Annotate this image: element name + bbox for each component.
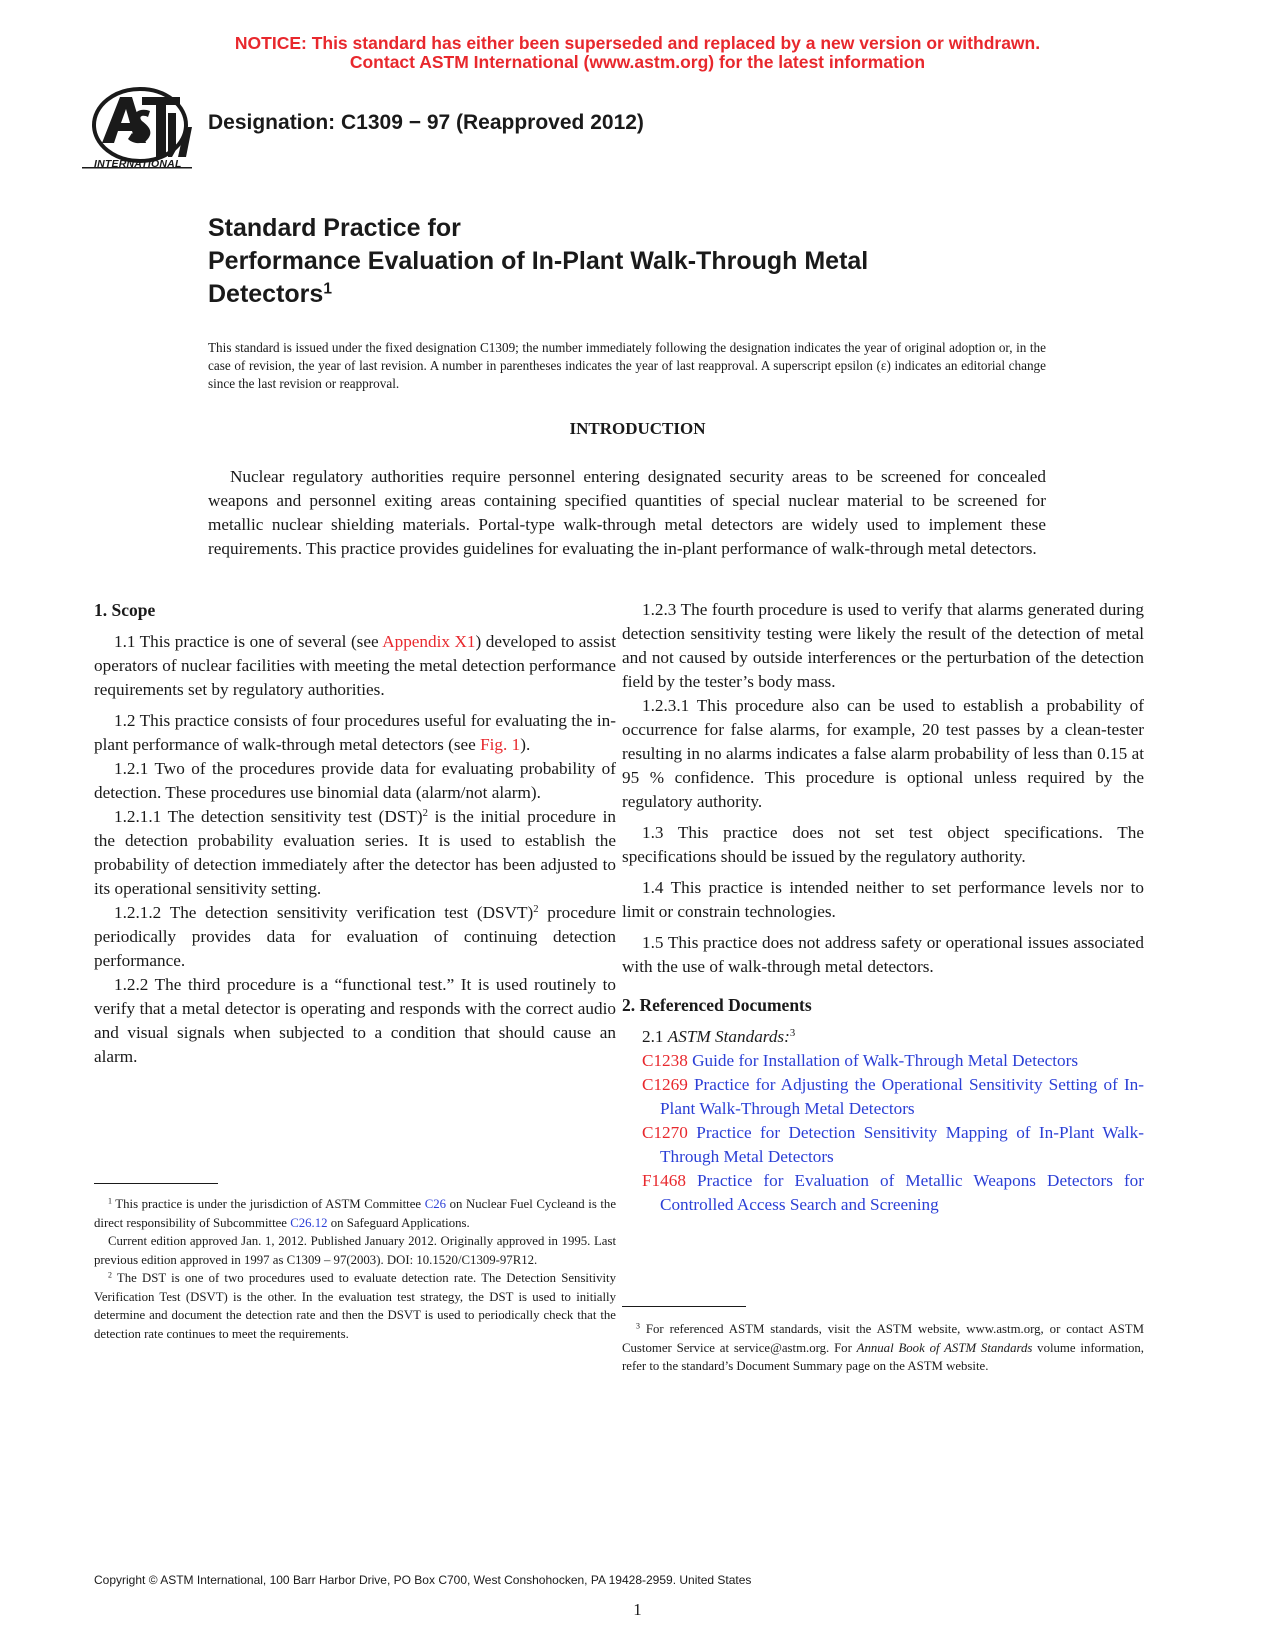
ref-f1468[interactable] <box>622 1169 1144 1217</box>
footnotes-left <box>94 1195 616 1343</box>
committee-c26-link[interactable]: C26 <box>424 1197 447 1211</box>
footnote-3-text-a: For referenced ASTM standards, visit the ASTM website, www.astm.org, or contact ASTM Customer Service at service@astm.org. For <box>622 1322 1144 1355</box>
ref-f1468-title[interactable]: Practice for Evaluation of Metallic Weapons Detectors for Controlled Access Search and Screening <box>660 1171 1144 1214</box>
para-1-2-1-1 <box>94 805 616 901</box>
para-1-2 <box>94 709 616 757</box>
footnotes-right <box>622 1320 1144 1376</box>
para-1-2-1-1-text-a: 1.2.1.1 The detection sensitivity test (DST) <box>114 807 423 826</box>
para-1-5: 1.5 This practice does not address safety or operational issues associated with the use of walk-through metal detectors. <box>622 933 1144 976</box>
title-line-3-text: Detectors <box>208 280 324 308</box>
ref-c1270-code[interactable]: C1270 <box>642 1123 688 1142</box>
designation: Designation: C1309 − 97 (Reapproved 2012) <box>208 111 644 134</box>
appendix-x1-link[interactable]: Appendix X1 <box>382 632 476 651</box>
title-line-2: Performance Evaluation of In-Plant Walk-Through Metal <box>208 247 869 275</box>
footnote-2-text: The DST is one of two procedures used to evaluate detection rate. The Detection Sensitivity Verification Test (DSVT) is the other. In the evaluation test strategy, the DST is used to initially determine and document the detection rate and then the DSVT is used to periodically check that the detection rate continues to meet the requirements. <box>94 1271 616 1341</box>
para-1-2-text-a: 1.2 This practice consists of four procedures useful for evaluating the in-plant performance of walk-through metal detectors (see <box>94 711 616 754</box>
para-1-2-2: 1.2.2 The third procedure is a “functional test.” It is used routinely to verify that a metal detector is operating and responds with the correct audio and visual signals when subjected to a condition that should cause an alarm. <box>94 975 616 1066</box>
footnote-2-ref-b[interactable]: 2 <box>533 904 539 916</box>
footnote-2-ref[interactable]: 2 <box>422 808 428 820</box>
para-1-1-text-a: 1.1 This practice is one of several (see <box>114 632 383 651</box>
footnote-rule-left <box>94 1183 218 1184</box>
footnote-1-text-a: This practice is under the jurisdiction of ASTM Committee <box>111 1197 425 1211</box>
para-1-3: 1.3 This practice does not set test object specifications. The specifications should be issued by the regulatory authority. <box>622 823 1144 866</box>
astm-standards-number: 2.1 <box>642 1027 668 1046</box>
logo-wordmark: INTERNATIONAL <box>94 158 182 170</box>
para-1-2-3-1: 1.2.3.1 This procedure also can be used to establish a probability of occurrence for false alarms, for example, 20 test passes by a clean-tester resulting in no alarms indicates a false alarm probability of less than 0.15 at 95 % confidence. This procedure is optional unless required by the regulatory authority. <box>622 696 1144 811</box>
para-1-2-1-2 <box>94 901 616 973</box>
ref-c1270[interactable] <box>622 1121 1144 1169</box>
introduction-heading: INTRODUCTION <box>569 419 706 438</box>
footnote-3-mark: 3 <box>636 1321 640 1331</box>
copyright-line: Copyright © ASTM International, 100 Barr Harbor Drive, PO Box C700, West Conshohocken, PA 19428-2959. United States <box>94 1573 752 1587</box>
footnote-2-mark: 2 <box>108 1270 112 1280</box>
title-line-3 <box>208 278 868 311</box>
astm-logo <box>80 83 208 179</box>
document-title <box>208 212 868 311</box>
para-1-2-text-b: ). <box>520 735 531 754</box>
footnote-1-text-b: on Nuclear Fuel Cycleand is the direct responsibility of Subcommittee <box>94 1197 617 1230</box>
footnote-1 <box>94 1195 616 1232</box>
title-line-1: Standard Practice for <box>208 214 461 242</box>
introduction-text: Nuclear regulatory authorities require personnel entering designated security areas to be screened for concealed weapons and personnel exiting areas containing specified quantities of special nuclear material to be screened for metallic nuclear shielding materials. Portal-type walk-through metal detectors are widely used to implement these requirements. This practice provides guidelines for evaluating the in-plant performance of walk-through metal detectors. <box>208 467 1046 558</box>
para-1-4: 1.4 This practice is intended neither to set performance levels nor to limit or constrain technologies. <box>622 878 1144 921</box>
ref-c1238[interactable] <box>622 1049 1144 1073</box>
fig-1-link[interactable]: Fig. 1 <box>480 735 521 754</box>
astm-standards-label: ASTM Standards: <box>667 1027 790 1046</box>
para-1-2-3: 1.2.3 The fourth procedure is used to verify that alarms generated during detection sensitivity testing were likely the result of the detection of metal and not caused by outside interferences or the perturbation of the detection field by the tester’s body mass. <box>622 600 1144 691</box>
section-scope-heading: 1. Scope <box>94 600 156 620</box>
right-column <box>622 598 1144 1217</box>
ref-f1468-code[interactable]: F1468 <box>642 1171 686 1190</box>
para-1-2-1-1-text-b: is the initial procedure in the detection probability evaluation series. It is used to establish the probability of detection immediately after the detector has been adjusted to its operational sensitivity setting. <box>94 807 616 898</box>
ref-c1269-title[interactable]: Practice for Adjusting the Operational Sensitivity Setting of In-Plant Walk-Through Metal Detectors <box>660 1075 1144 1118</box>
footnote-3-text-b: volume information, refer to the standard’s Document Summary page on the ASTM website. <box>622 1340 1144 1373</box>
withdrawal-notice-line-1: NOTICE: This standard has either been superseded and replaced by a new version or withdrawn. <box>234 33 1041 53</box>
footnote-2 <box>94 1269 616 1343</box>
subcommittee-c26-12-link[interactable]: C26.12 <box>290 1215 328 1230</box>
ref-c1238-code[interactable]: C1238 <box>642 1051 688 1070</box>
footnote-1-edition: Current edition approved Jan. 1, 2012. Published January 2012. Originally approved in 1995. Last previous edition approved in 1997 as C1309 – 97(2003). DOI: 10.1520/C1309-97R12. <box>94 1234 616 1267</box>
footnote-1-mark: 1 <box>108 1196 112 1206</box>
footnote-3 <box>622 1320 1144 1376</box>
ref-c1238-title[interactable]: Guide for Installation of Walk-Through Metal Detectors <box>687 1051 1079 1070</box>
para-1-1 <box>94 630 616 702</box>
withdrawal-notice-line-2: Contact ASTM International (www.astm.org) for the latest information <box>349 52 926 72</box>
left-column <box>94 598 616 1069</box>
para-1-1-text-b: ) developed to assist operators of nuclear facilities with meeting the metal detection performance requirements set by regulatory authorities. <box>94 632 616 699</box>
footnote-3-ref[interactable]: 3 <box>789 1028 796 1040</box>
para-1-2-1-2-text-b: procedure periodically provides data for evaluation of continuing detection performance. <box>94 903 616 970</box>
para-1-2-1: 1.2.1 Two of the procedures provide data for evaluating probability of detection. These procedures use binomial data (alarm/not alarm). <box>94 759 616 802</box>
ref-c1269[interactable] <box>622 1073 1144 1121</box>
page-number: 1 <box>633 1600 642 1619</box>
footnote-rule-right <box>622 1306 746 1307</box>
ref-c1270-title[interactable]: Practice for Detection Sensitivity Mapping of In-Plant Walk-Through Metal Detectors <box>660 1123 1144 1166</box>
issuance-note: This standard is issued under the fixed designation C1309; the number immediately following the designation indicates the year of original adoption or, in the case of revision, the year of last revision. A number in parentheses indicates the year of last reapproval. A superscript epsilon (ε) indicates an editorial change since the last revision or reapproval. <box>208 340 1046 391</box>
footnote-3-italic: Annual Book of ASTM Standards <box>856 1340 1033 1355</box>
astm-standards-subheading <box>622 1025 1144 1049</box>
para-1-2-1-2-text-a: 1.2.1.2 The detection sensitivity verification test (DSVT) <box>114 903 534 922</box>
title-footnote-mark: 1 <box>323 280 332 298</box>
section-referenced-heading: 2. Referenced Documents <box>622 995 812 1015</box>
footnote-1-text-c: on Safeguard Applications. <box>327 1215 470 1230</box>
ref-c1269-code[interactable]: C1269 <box>642 1075 688 1094</box>
